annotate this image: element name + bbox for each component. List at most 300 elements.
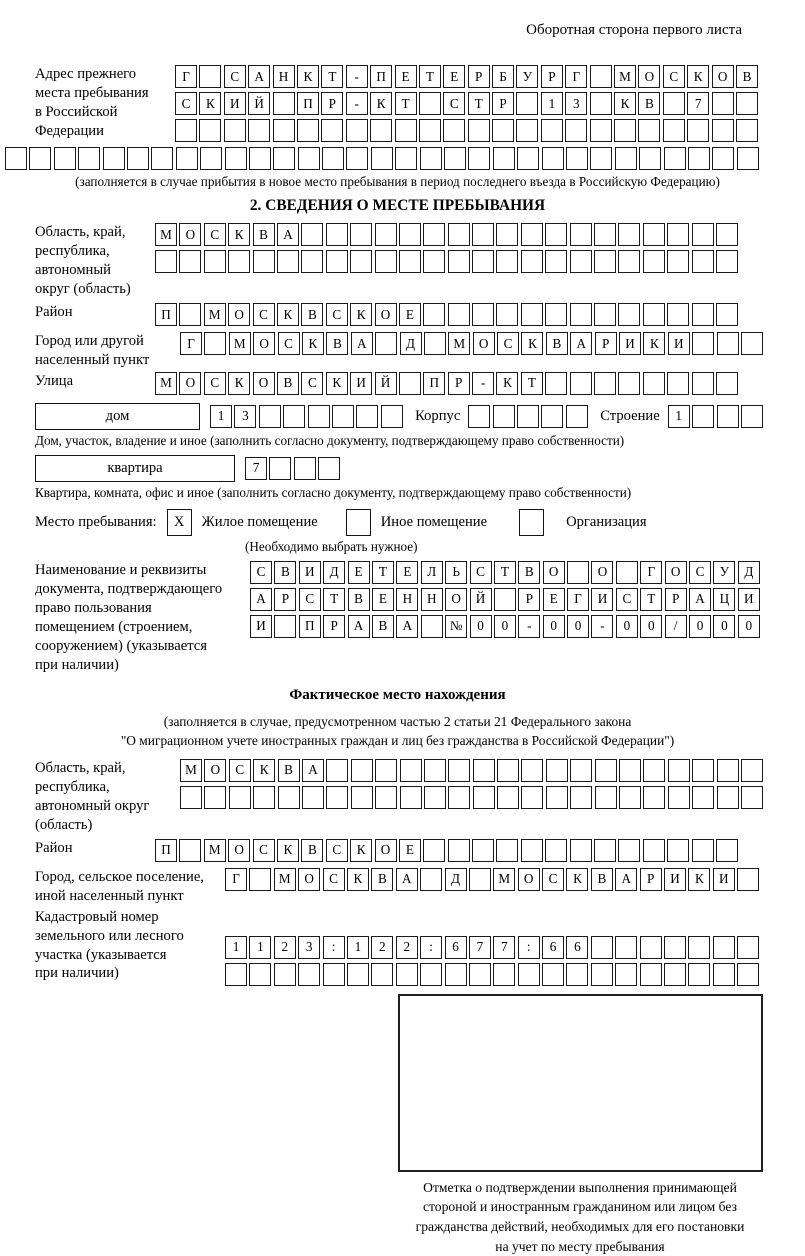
char-box: О (712, 65, 734, 88)
checkbox-residential: X (167, 509, 192, 536)
char-box (716, 250, 738, 273)
house-field (35, 403, 760, 430)
char-box (448, 759, 470, 782)
char-box (249, 147, 271, 170)
caption-line: стороной и иностранным гражданином или лицом без (423, 1199, 737, 1215)
label-line: округ (область) (35, 280, 131, 297)
char-box (570, 839, 592, 862)
char-box: : (323, 936, 345, 959)
label-line: участка (указывается (35, 946, 167, 963)
char-box: 7 (687, 92, 709, 115)
char-box (420, 963, 442, 986)
char-box: О (638, 65, 660, 88)
char-box (618, 250, 640, 273)
char-box: Т (640, 588, 662, 611)
char-box (443, 119, 465, 142)
char-box (445, 963, 467, 986)
char-box (667, 372, 689, 395)
house-note: Дом, участок, владение и иное (заполнить согласно документу, подтверждающему право собственности) (35, 432, 625, 448)
char-box: М (229, 332, 251, 355)
char-box (448, 223, 470, 246)
char-box: 6 (542, 936, 564, 959)
char-box: Е (395, 65, 417, 88)
char-box: С (443, 92, 465, 115)
char-box: 1 (210, 405, 232, 428)
char-box: С (326, 303, 348, 326)
char-box: А (250, 588, 272, 611)
char-box: Т (395, 92, 417, 115)
char-box (594, 250, 616, 273)
char-box (249, 963, 271, 986)
char-box: О (591, 561, 613, 584)
char-box: П (370, 65, 392, 88)
char-box-row (180, 332, 765, 355)
option-label-other-premises: Иное помещение (380, 513, 488, 530)
char-box (301, 250, 323, 273)
apartment-box-label: квартира (35, 455, 235, 482)
char-box (717, 405, 739, 428)
char-box: 6 (566, 936, 588, 959)
char-box: Е (399, 303, 421, 326)
char-box (737, 963, 759, 986)
char-box: В (518, 561, 540, 584)
char-box: 1 (347, 936, 369, 959)
char-box: А (570, 332, 592, 355)
char-box (269, 457, 291, 480)
char-box (618, 303, 640, 326)
char-box (395, 119, 417, 142)
char-box: - (346, 65, 368, 88)
char-box (664, 936, 686, 959)
char-box (692, 303, 714, 326)
char-box: К (199, 92, 221, 115)
char-box-row-full (5, 147, 760, 170)
char-box (688, 963, 710, 986)
char-box: К (277, 303, 299, 326)
char-box: К (496, 372, 518, 395)
char-box: И (350, 372, 372, 395)
actual-district-field (35, 839, 760, 866)
label-line: право пользования (35, 599, 152, 616)
korpus-label: Корпус (415, 407, 461, 424)
prev-address-field (35, 65, 760, 146)
char-box: 0 (689, 615, 711, 638)
actual-city-field (35, 868, 760, 906)
char-box: 0 (567, 615, 589, 638)
char-box: К (350, 839, 372, 862)
city-field (35, 332, 760, 370)
prev-address-boxes (175, 65, 760, 146)
char-box: А (348, 615, 370, 638)
char-box (496, 250, 518, 273)
char-box (741, 759, 763, 782)
char-box: А (396, 868, 418, 891)
char-box: 1 (249, 936, 271, 959)
char-box: Р (323, 615, 345, 638)
char-box (668, 759, 690, 782)
char-box (570, 372, 592, 395)
char-box: К (228, 372, 250, 395)
char-box: С (663, 65, 685, 88)
char-box: : (420, 936, 442, 959)
char-box (667, 303, 689, 326)
char-box: С (253, 839, 275, 862)
char-box (497, 759, 519, 782)
char-box (736, 119, 758, 142)
char-box: С (326, 839, 348, 862)
char-box (667, 223, 689, 246)
char-box (423, 250, 445, 273)
char-box (716, 839, 738, 862)
char-box (396, 963, 418, 986)
char-box: 0 (543, 615, 565, 638)
char-box (545, 372, 567, 395)
char-box: Р (468, 65, 490, 88)
char-box (472, 250, 494, 273)
char-box (420, 147, 442, 170)
label-line: автономный (35, 261, 111, 278)
char-box (521, 839, 543, 862)
char-box (521, 759, 543, 782)
char-box: Р (541, 65, 563, 88)
char-box: Н (421, 588, 443, 611)
section2-title: 2. СВЕДЕНИЯ О МЕСТЕ ПРЕБЫВАНИЯ (249, 197, 546, 214)
char-box: К (228, 223, 250, 246)
char-box (274, 615, 296, 638)
char-box (692, 405, 714, 428)
char-box: 7 (493, 936, 515, 959)
char-box: С (278, 332, 300, 355)
label-line: автономный округ (35, 797, 150, 814)
char-box: П (155, 303, 177, 326)
char-box (419, 119, 441, 142)
prev-address-label (35, 65, 175, 141)
char-box (737, 936, 759, 959)
caption-line: на учет по месту пребывания (495, 1238, 665, 1254)
char-box: 2 (371, 936, 393, 959)
char-box-row (180, 759, 765, 782)
char-box (399, 250, 421, 273)
char-box: Г (180, 332, 202, 355)
label-line: помещением (строением, (35, 618, 193, 635)
char-box (472, 223, 494, 246)
char-box (351, 786, 373, 809)
document-boxes (250, 561, 762, 642)
char-box (420, 868, 442, 891)
char-box (54, 147, 76, 170)
char-box: С (301, 372, 323, 395)
char-box (468, 147, 490, 170)
char-box (494, 588, 516, 611)
label-line: Адрес прежнего (35, 66, 137, 82)
char-box (151, 147, 173, 170)
char-box: П (155, 839, 177, 862)
actual-region-boxes (180, 759, 765, 813)
char-box (546, 759, 568, 782)
char-box (29, 147, 51, 170)
char-box: С (253, 303, 275, 326)
char-box: А (248, 65, 270, 88)
char-box (737, 868, 759, 891)
char-box (664, 963, 686, 986)
char-box (566, 405, 588, 428)
char-box (229, 786, 251, 809)
char-box (643, 759, 665, 782)
char-box (492, 119, 514, 142)
char-box (594, 223, 616, 246)
char-box: Р (665, 588, 687, 611)
char-box (594, 303, 616, 326)
char-box: Р (274, 588, 296, 611)
char-box: Д (400, 332, 422, 355)
char-box: В (253, 223, 275, 246)
char-box (618, 223, 640, 246)
char-box (472, 303, 494, 326)
char-box: Г (567, 588, 589, 611)
char-box: К (614, 92, 636, 115)
char-box (259, 405, 281, 428)
char-box (638, 119, 660, 142)
char-box: Г (640, 561, 662, 584)
char-box-row (180, 786, 765, 809)
char-box (570, 303, 592, 326)
char-box (179, 839, 201, 862)
actual-city-label (35, 868, 225, 906)
char-box (516, 92, 538, 115)
char-box: Й (470, 588, 492, 611)
char-box (643, 223, 665, 246)
char-box (643, 786, 665, 809)
char-box (692, 786, 714, 809)
char-box (567, 561, 589, 584)
char-box: 2 (396, 936, 418, 959)
actual-location-title: Фактическое место нахождения (289, 686, 506, 703)
char-box: Р (640, 868, 662, 891)
char-box: И (738, 588, 760, 611)
char-box (663, 92, 685, 115)
char-box: В (277, 372, 299, 395)
char-box (375, 332, 397, 355)
char-box (180, 786, 202, 809)
char-box-row (225, 936, 762, 959)
char-box (497, 786, 519, 809)
char-box: С (689, 561, 711, 584)
stay-type-label: Место пребывания: (35, 513, 157, 530)
char-box: Б (492, 65, 514, 88)
char-box: В (736, 65, 758, 88)
char-box: А (302, 759, 324, 782)
char-box (332, 405, 354, 428)
char-box (395, 147, 417, 170)
char-box: К (688, 868, 710, 891)
char-box (400, 786, 422, 809)
char-box (496, 223, 518, 246)
char-box: О (253, 332, 275, 355)
option-label-residential: Жилое помещение (201, 513, 318, 530)
char-box: Н (273, 65, 295, 88)
char-box (565, 119, 587, 142)
char-box (595, 786, 617, 809)
char-box (294, 457, 316, 480)
char-box: Р (492, 92, 514, 115)
cadastral-boxes (225, 936, 762, 990)
street-label: Улица (35, 372, 74, 389)
note-line: "О миграционном учете иностранных граждан и лиц без гражданства в Российской Федерации") (120, 733, 675, 749)
char-box (615, 936, 637, 959)
stamp-caption (355, 1178, 805, 1256)
char-box: О (665, 561, 687, 584)
char-box (493, 963, 515, 986)
char-box (302, 786, 324, 809)
char-box: И (713, 868, 735, 891)
char-box: А (351, 332, 373, 355)
char-box: Ь (445, 561, 467, 584)
char-box: К (297, 65, 319, 88)
char-box: О (228, 839, 250, 862)
char-box (381, 405, 403, 428)
char-box (225, 147, 247, 170)
char-box (249, 868, 271, 891)
char-box: С (224, 65, 246, 88)
char-box (521, 786, 543, 809)
apartment-field (35, 455, 760, 482)
label-line: Область, край, (35, 759, 126, 776)
char-box-row (155, 303, 740, 326)
actual-region-label (35, 759, 180, 835)
char-box: В (591, 868, 613, 891)
char-box (424, 786, 446, 809)
char-box (78, 147, 100, 170)
char-box-row (250, 588, 762, 611)
label-line: земельного или лесного (35, 927, 184, 944)
char-box: 0 (470, 615, 492, 638)
char-box (545, 250, 567, 273)
char-box: О (253, 372, 275, 395)
char-box: 1 (225, 936, 247, 959)
char-box (517, 147, 539, 170)
label-line: Область, край, (35, 224, 126, 240)
char-box (308, 405, 330, 428)
char-box: Е (372, 588, 394, 611)
char-box (542, 963, 564, 986)
char-box: В (274, 561, 296, 584)
char-box: В (372, 615, 394, 638)
char-box (375, 759, 397, 782)
char-box (103, 147, 125, 170)
char-box (712, 147, 734, 170)
char-box (277, 250, 299, 273)
char-box (643, 250, 665, 273)
char-box: К (521, 332, 543, 355)
char-box: М (155, 372, 177, 395)
char-box: Е (348, 561, 370, 584)
char-box (688, 936, 710, 959)
city-label (35, 332, 180, 370)
char-box (253, 250, 275, 273)
char-box (350, 223, 372, 246)
cadastral-label (35, 908, 225, 984)
label-line: при наличии) (35, 965, 119, 982)
char-box (326, 786, 348, 809)
char-box (375, 786, 397, 809)
char-box: М (180, 759, 202, 782)
char-box: Г (175, 65, 197, 88)
checkbox-other-premises (346, 509, 371, 536)
char-box: В (348, 588, 370, 611)
label-line: республика, (35, 778, 110, 795)
char-box (179, 250, 201, 273)
char-box: Й (248, 92, 270, 115)
char-box: Л (421, 561, 443, 584)
char-box (468, 119, 490, 142)
char-box: А (277, 223, 299, 246)
char-box-row (175, 65, 760, 88)
cadastral-field (35, 908, 760, 990)
char-box (253, 786, 275, 809)
char-box: И (250, 615, 272, 638)
char-box (619, 786, 641, 809)
char-box (400, 759, 422, 782)
char-box (375, 223, 397, 246)
char-box (541, 119, 563, 142)
char-box (225, 963, 247, 986)
char-box (224, 119, 246, 142)
char-box (423, 223, 445, 246)
char-box (199, 119, 221, 142)
char-box: Р (518, 588, 540, 611)
char-box: В (546, 332, 568, 355)
char-box: К (347, 868, 369, 891)
char-box: П (297, 92, 319, 115)
char-box (516, 119, 538, 142)
char-box: 0 (616, 615, 638, 638)
char-box (298, 147, 320, 170)
char-box: К (687, 65, 709, 88)
char-box (493, 147, 515, 170)
char-box (590, 119, 612, 142)
char-box (741, 786, 763, 809)
char-box (448, 786, 470, 809)
char-box: 6 (445, 936, 467, 959)
char-box (687, 119, 709, 142)
char-box-row (210, 405, 405, 428)
char-box: О (228, 303, 250, 326)
confirmation-stamp-box (398, 994, 763, 1172)
char-box (570, 223, 592, 246)
char-box: О (179, 372, 201, 395)
char-box (469, 963, 491, 986)
stay-type-note: (Необходимо выбрать нужное) (245, 538, 418, 554)
label-line: республика, (35, 242, 110, 259)
char-box: А (615, 868, 637, 891)
char-box (371, 963, 393, 986)
char-box (423, 839, 445, 862)
label-line: сооружением) (указывается (35, 637, 207, 654)
char-box-row (155, 372, 740, 395)
char-box: 3 (234, 405, 256, 428)
char-box (618, 839, 640, 862)
char-box: 3 (565, 92, 587, 115)
char-box: И (619, 332, 641, 355)
char-box: Р (448, 372, 470, 395)
char-box (5, 147, 27, 170)
caption-line: гражданства действий, необходимых для его постановки (415, 1218, 745, 1234)
char-box: 2 (274, 936, 296, 959)
char-box: С (470, 561, 492, 584)
char-box (566, 963, 588, 986)
char-box: Д (323, 561, 345, 584)
char-box: Т (321, 65, 343, 88)
